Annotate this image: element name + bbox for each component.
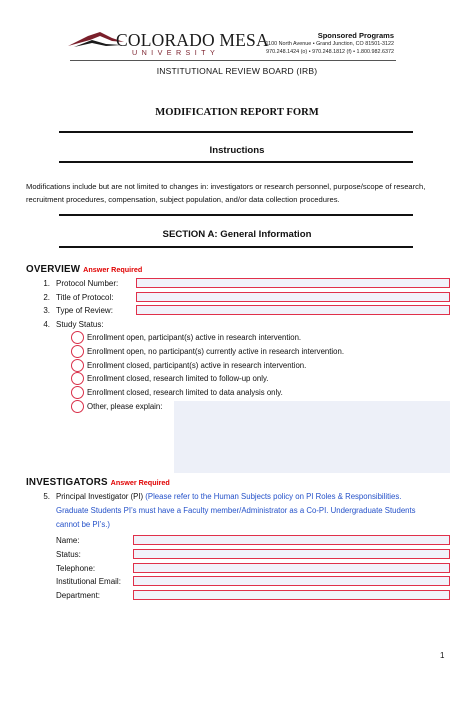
item-number: 3. — [43, 306, 50, 315]
section-a-heading: SECTION A: General Information — [162, 229, 312, 240]
divider — [59, 161, 413, 163]
pi-telephone-label: Telephone: — [56, 564, 96, 573]
office-address: 1100 North Avenue • Grand Junction, CO 81501-3122 — [265, 41, 394, 47]
status-radio-5[interactable] — [71, 386, 84, 399]
pi-name-field[interactable] — [133, 535, 450, 545]
overview-title: OVERVIEW — [26, 264, 81, 275]
pi-line-1 — [56, 492, 401, 501]
other-explain-textarea[interactable] — [174, 401, 450, 473]
protocol-number-label: Protocol Number: — [56, 279, 119, 288]
study-status-label: Study Status: — [56, 320, 104, 329]
status-option-label: Enrollment closed, participant(s) active in research intervention. — [87, 361, 307, 370]
divider — [59, 246, 413, 248]
divider — [59, 131, 413, 133]
status-option-label: Enrollment open, participant(s) active in research intervention. — [87, 333, 302, 342]
item-number: 4. — [43, 320, 50, 329]
status-option-label: Enrollment open, no participant(s) currently active in research intervention. — [87, 347, 344, 356]
logo-name: COLORADO MESA — [116, 30, 269, 50]
status-radio-4[interactable] — [71, 372, 84, 385]
required-flag: Answer Required — [83, 265, 143, 274]
form-title: MODIFICATION REPORT FORM — [155, 107, 319, 118]
pi-status-label: Status: — [56, 550, 81, 559]
pi-email-label: Institutional Email: — [56, 577, 121, 586]
status-radio-3[interactable] — [71, 359, 84, 372]
instructions-heading: Instructions — [209, 145, 265, 156]
pi-status-field[interactable] — [133, 549, 450, 559]
status-radio-2[interactable] — [71, 345, 84, 358]
header-divider — [70, 60, 396, 61]
logo-university: UNIVERSITY — [132, 48, 220, 57]
instructions-text: Modifications include but are not limited to changes in: investigators or research personnel, purpose/scope of research, recruitment procedures, compensation, subject population, and/or data collection procedures. — [26, 182, 426, 204]
office-title: Sponsored Programs — [317, 31, 394, 40]
pi-telephone-field[interactable] — [133, 563, 450, 573]
item-number: 1. — [43, 279, 50, 288]
divider — [59, 214, 413, 216]
pi-email-field[interactable] — [133, 576, 450, 586]
status-option-label: Enrollment closed, research limited to data analysis only. — [87, 388, 283, 397]
item-number: 5. — [43, 492, 50, 501]
investigators-heading — [26, 477, 170, 488]
status-option-label: Enrollment closed, research limited to follow-up only. — [87, 374, 269, 383]
status-radio-1[interactable] — [71, 331, 84, 344]
pi-department-label: Department: — [56, 591, 101, 600]
item-number: 2. — [43, 293, 50, 302]
pi-label: Principal Investigator (PI) — [56, 492, 144, 501]
protocol-title-label: Title of Protocol: — [56, 293, 114, 302]
review-type-field[interactable] — [136, 305, 450, 315]
office-phone: 970.248.1424 (o) • 970.248.1812 (f) • 1.800.982.6372 — [266, 49, 394, 55]
status-option-label: Other, please explain: — [87, 402, 163, 411]
pi-department-field[interactable] — [133, 590, 450, 600]
protocol-title-field[interactable] — [136, 292, 450, 302]
protocol-number-field[interactable] — [136, 278, 450, 288]
investigators-title: INVESTIGATORS — [26, 477, 108, 488]
pi-note: Graduate Students PI’s must have a Faculty member/Administrator as a Co-PI. Undergraduate Students — [56, 506, 416, 515]
required-flag: Answer Required — [110, 478, 170, 487]
overview-heading — [26, 264, 142, 275]
board-title: INSTITUTIONAL REVIEW BOARD (IRB) — [156, 66, 318, 76]
page-number: 1 — [440, 651, 445, 660]
pi-name-label: Name: — [56, 536, 80, 545]
pi-note: (Please refer to the Human Subjects policy on PI Roles & Responsibilities. — [145, 492, 402, 501]
review-type-label: Type of Review: — [56, 306, 113, 315]
status-radio-6[interactable] — [71, 400, 84, 413]
pi-note: cannot be PI’s.) — [56, 520, 111, 529]
